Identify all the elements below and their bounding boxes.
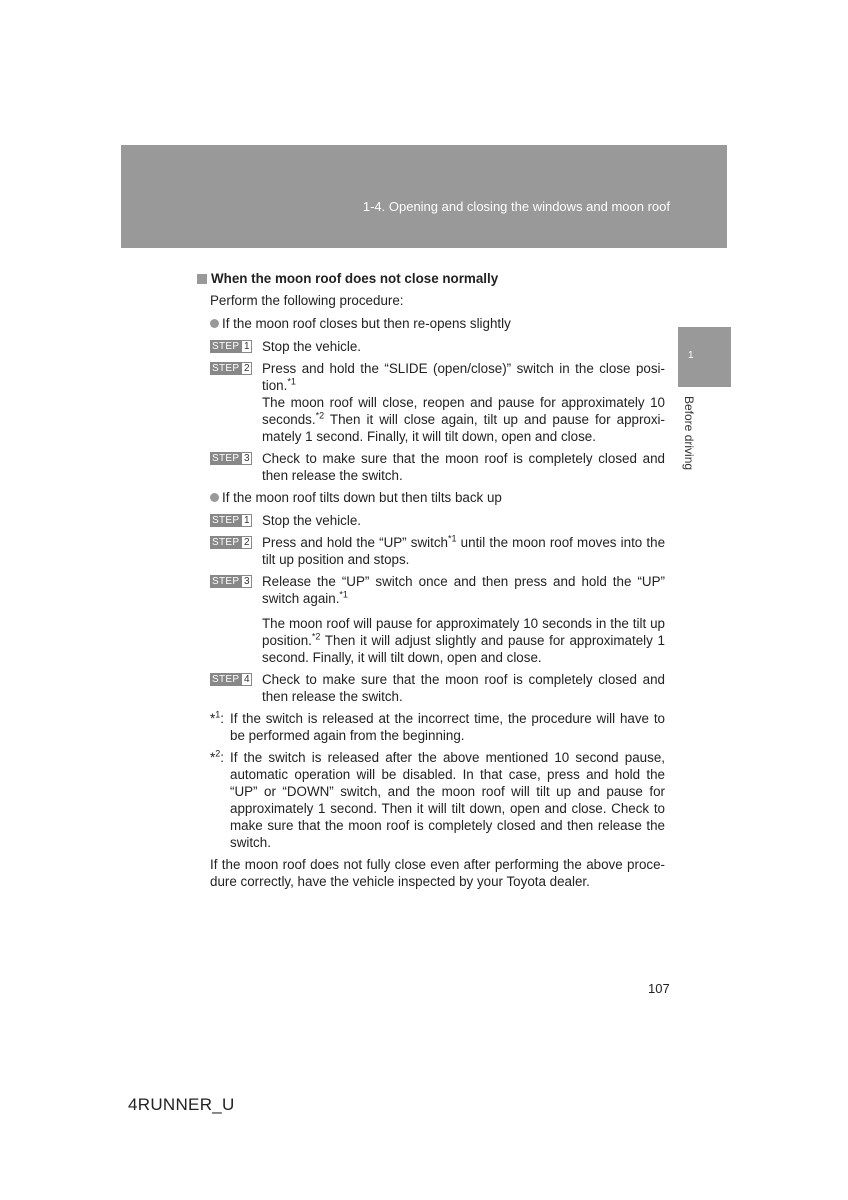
step-text: Stop the vehicle.: [262, 339, 362, 354]
case-heading: If the moon roof tilts down but then tilts back up: [197, 489, 665, 506]
square-bullet-icon: [197, 274, 207, 284]
step-row: [197, 512, 665, 529]
header-title: 1-4. Opening and closing the windows and moon roof: [362, 199, 670, 214]
footer-code: 4RUNNER_U: [128, 1095, 235, 1114]
main-content: [197, 270, 665, 890]
section-title: When the moon roof does not close normally: [197, 270, 665, 287]
chapter-tab-number: 1: [688, 350, 694, 361]
step-text: Check to make sure that the moon roof is completely closed and then release the switch.: [262, 672, 665, 704]
step-text: Release the “UP” switch once and then press and hold the “UP” switch again.$^{*1}$ The moon roof will pause for approximately 10 seconds in the tilt up position.$^{*2}$ Then it will adjust slightly and pause for approximately 1 second. Finally, it will tilt down, open and close.: [262, 574, 665, 665]
step-text: Press and hold the “SLIDE (open/close)” switch in the close posi-tion.$^{*1}$ The moon roof will close, reopen and pause for approximately 10 seconds.$^{*2}$ Then it will close again, tilt up and pause for approxi-mately 1 second. Finally, it will tilt down, open and close.: [262, 361, 665, 444]
step-text: Check to make sure that the moon roof is completely closed and then release the switch.: [262, 451, 665, 483]
step-row: [197, 671, 665, 705]
footnote-text: If the switch is released at the incorrect time, the procedure will have to be performed again from the beginning.: [230, 711, 665, 743]
step-badge: STEP 2: [210, 536, 255, 549]
footnote-mark: *$^2$:: [210, 748, 224, 765]
step-row: [197, 573, 665, 666]
step-badge: STEP 3: [210, 452, 255, 465]
step-text: Press and hold the “UP” switch$^{*1}$ until the moon roof moves into the tilt up position and stops.: [262, 533, 666, 567]
step-row: [197, 450, 665, 484]
step-row: [197, 534, 665, 568]
circle-bullet-icon: [210, 319, 219, 328]
step-row: [197, 338, 665, 355]
footnote-mark: *$^1$:: [210, 709, 224, 726]
page-number: 107: [648, 981, 670, 996]
step-badge: STEP 3: [210, 575, 255, 588]
chapter-tab-label: Before driving: [682, 396, 696, 471]
footnote: [197, 749, 665, 851]
footnote: [197, 710, 665, 744]
closing-paragraph: If the moon roof does not fully close even after performing the above proce-dure correctly, have the vehicle inspected by your Toyota dealer.: [210, 857, 665, 889]
step-badge: STEP 4: [210, 673, 255, 686]
footnote-text: If the switch is released after the above mentioned 10 second pause, automatic operation will be disabled. In that case, press and hold the “UP” or “DOWN” switch, and the moon roof will tilt up and pause for approximately 1 second. Then it will tilt down, open and close. Check to make sure that the moon roof is completely closed and then release the switch.: [230, 750, 665, 850]
step-badge: STEP 1: [210, 340, 255, 353]
step-text: Stop the vehicle.: [262, 513, 362, 528]
step-badge: STEP 2: [210, 362, 255, 375]
case-heading: If the moon roof closes but then re-opens slightly: [197, 315, 665, 332]
circle-bullet-icon: [210, 493, 219, 502]
chapter-header: [121, 145, 727, 248]
section-intro: Perform the following procedure:: [210, 293, 404, 308]
chapter-tab: [678, 327, 731, 387]
step-row: [197, 360, 665, 445]
step-badge: STEP 1: [210, 514, 255, 527]
